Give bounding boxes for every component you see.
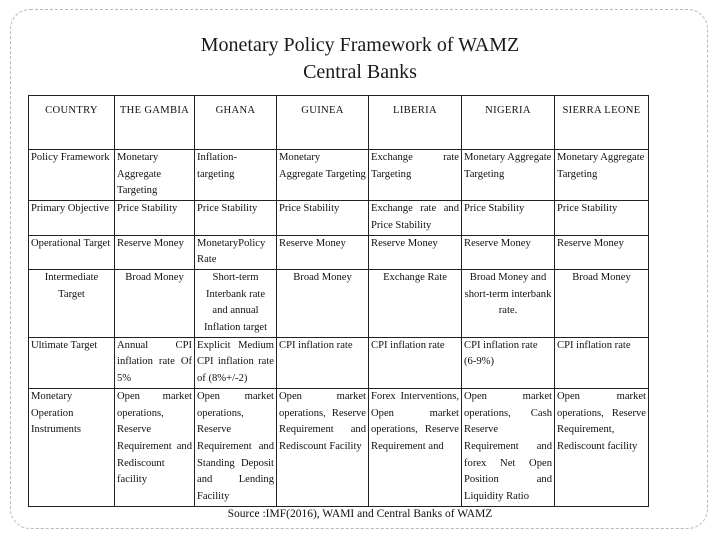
header-sierra-leone: SIERRA LEONE [555,96,649,150]
cell-liberia: Exchange Rate [369,269,462,337]
title-line-2: Central Banks [303,61,417,83]
cell-guinea: Price Stability [277,201,369,235]
cell-gambia: Price Stability [115,201,195,235]
cell-sierra-leone: Price Stability [555,201,649,235]
cell-nigeria: Price Stability [462,201,555,235]
row-primary-objective [29,201,649,235]
cell-nigeria: Broad Money and short-term interbank rate. [462,269,555,337]
cell-guinea: CPI inflation rate [277,337,369,388]
policy-table [28,95,649,507]
title-line-1: Monetary Policy Framework of WAMZ [200,34,520,56]
header-nigeria: NIGERIA [462,96,555,150]
row-label: Primary Objective [29,201,115,235]
row-label: Ultimate Target [29,337,115,388]
slide-title [0,32,720,86]
cell-sierra-leone: Monetary Aggregate Targeting [555,150,649,201]
row-label: Operational Target [29,235,115,269]
row-monetary-operation-instruments [29,388,649,506]
row-label: Policy Framework [29,150,115,201]
header-row [29,96,649,150]
cell-nigeria: Monetary Aggregate Targeting [462,150,555,201]
cell-sierra-leone: Reserve Money [555,235,649,269]
cell-gambia: Broad Money [115,269,195,337]
header-country: COUNTRY [29,96,115,150]
row-label: Intermediate Target [29,269,115,337]
cell-nigeria: CPI inflation rate (6-9%) [462,337,555,388]
cell-ghana: Inflation-targeting [195,150,277,201]
cell-gambia: Open market operations, Reserve Requirement and Rediscount facility [115,388,195,506]
cell-gambia: Monetary Aggregate Targeting [115,150,195,201]
source-note: Source :IMF(2016), WAMI and Central Banks of WAMZ [227,508,493,520]
cell-nigeria: Open market operations, Cash Reserve Requirement and forex Net Open Position and Liquidity Ratio [462,388,555,506]
cell-liberia: Exchange rate and Price Stability [369,201,462,235]
row-label: Monetary Operation Instruments [29,388,115,506]
cell-guinea: Broad Money [277,269,369,337]
cell-sierra-leone: CPI inflation rate [555,337,649,388]
header-gambia: THE GAMBIA [115,96,195,150]
header-ghana: GHANA [195,96,277,150]
cell-gambia: Reserve Money [115,235,195,269]
cell-gambia: Annual CPI inflation rate Of 5% [115,337,195,388]
header-liberia: LIBERIA [369,96,462,150]
cell-sierra-leone: Broad Money [555,269,649,337]
cell-ghana: MonetaryPolicy Rate [195,235,277,269]
cell-ghana: Explicit Medium CPI inflation rate of (8%+/-2) [195,337,277,388]
cell-nigeria: Reserve Money [462,235,555,269]
cell-liberia: Reserve Money [369,235,462,269]
cell-liberia: CPI inflation rate [369,337,462,388]
row-intermediate-target [29,269,649,337]
cell-ghana: Open market operations, Reserve Requirement and Standing Deposit and Lending Facility [195,388,277,506]
cell-liberia: Forex Interventions, Open market operations, Reserve Requirement and [369,388,462,506]
cell-sierra-leone: Open market operations, Reserve Requirement, Rediscount facility [555,388,649,506]
cell-ghana: Short-term Interbank rate and annual Inflation target [195,269,277,337]
row-policy-framework [29,150,649,201]
header-guinea: GUINEA [277,96,369,150]
cell-liberia: Exchange rate Targeting [369,150,462,201]
cell-guinea: Reserve Money [277,235,369,269]
cell-guinea: Monetary Aggregate Targeting [277,150,369,201]
cell-ghana: Price Stability [195,201,277,235]
cell-guinea: Open market operations, Reserve Requirement and Rediscount Facility [277,388,369,506]
row-operational-target [29,235,649,269]
row-ultimate-target [29,337,649,388]
